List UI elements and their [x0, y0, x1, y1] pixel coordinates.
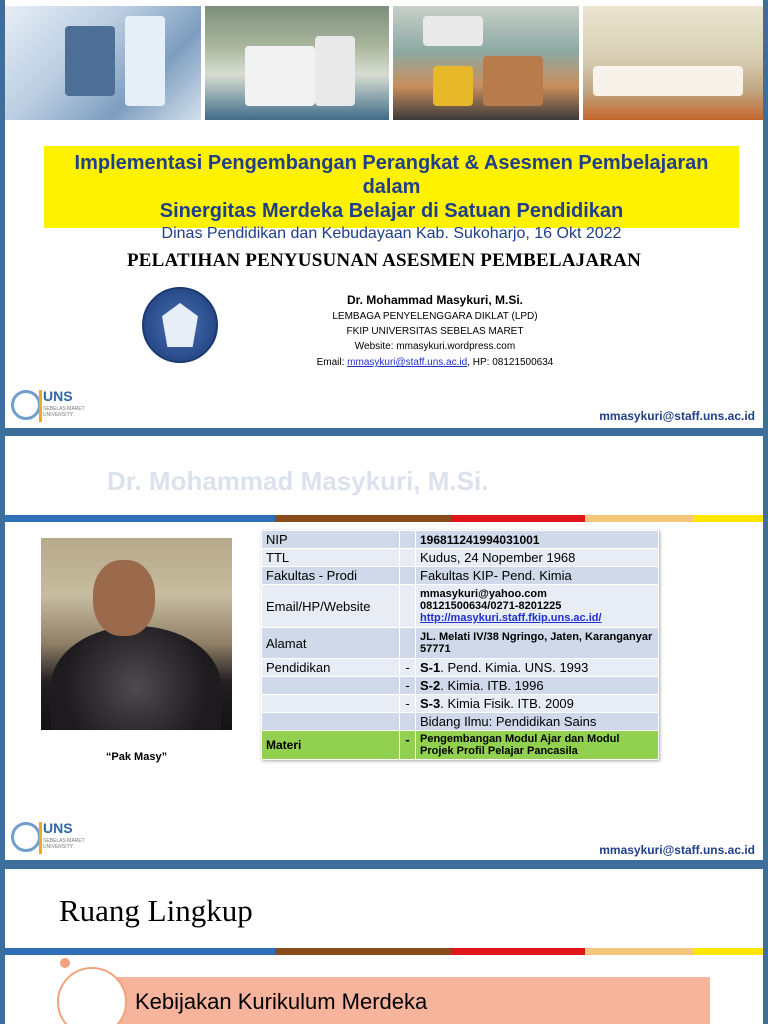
title-slide — [5, 0, 763, 428]
microscope-lab-photo — [5, 6, 201, 120]
dash: - — [400, 695, 416, 713]
title-box — [44, 146, 739, 242]
dash: - — [400, 659, 416, 677]
dash: - — [400, 731, 416, 760]
slide-title: Ruang Lingkup — [59, 893, 253, 928]
uns-logo — [11, 818, 91, 858]
degree-label: S-1 — [420, 660, 441, 675]
degree-detail: . Kimia Fisik. ITB. 2009 — [440, 696, 574, 711]
author-website: Website: mmasykuri.wordpress.com — [354, 341, 516, 352]
email-label: Email: — [316, 357, 348, 368]
portrait-caption: “Pak Masy” — [105, 751, 168, 763]
table-row — [262, 659, 659, 677]
stripe-seg — [5, 948, 275, 955]
row-key: Alamat — [262, 628, 400, 659]
table-row — [262, 677, 659, 695]
table-row — [262, 731, 659, 760]
row-value: 196811241994031001 — [416, 531, 659, 549]
row-key: Pendidikan — [262, 659, 400, 677]
footer-email: mmasykuri@staff.uns.ac.id — [599, 843, 755, 857]
author-org-1: LEMBAGA PENYELENGGARA DIKLAT (LPD) — [332, 311, 538, 322]
table-row — [262, 713, 659, 731]
stripe-seg — [693, 515, 763, 522]
row-value: Kudus, 24 Nopember 1968 — [416, 549, 659, 567]
author-name: Dr. Mohammad Masykuri, M.Si. — [346, 293, 524, 307]
uns-logo-sub: SEBELAS MARET UNIVERSITY — [43, 838, 85, 850]
row-key: TTL — [262, 549, 400, 567]
degree-label: S-2 — [420, 678, 441, 693]
profile-table — [261, 530, 659, 760]
email-yahoo: mmasykuri@yahoo.com — [420, 588, 547, 600]
color-stripe — [5, 515, 763, 522]
uns-logo-text: UNS — [43, 820, 73, 836]
table-row — [262, 585, 659, 628]
stripe-seg — [451, 948, 585, 955]
author-contact — [245, 357, 625, 368]
table-row — [262, 628, 659, 659]
row-key: NIP — [262, 531, 400, 549]
students-lab-photo — [205, 6, 389, 120]
color-stripe — [5, 948, 763, 955]
degree-detail: . Kimia. ITB. 1996 — [440, 678, 544, 693]
table-row — [262, 531, 659, 549]
row-value: Pengembangan Modul Ajar dan Modul Projek Profil Pelajar Pancasila — [416, 731, 659, 760]
row-key: Materi — [262, 731, 400, 760]
row-value: JL. Melati IV/38 Ngringo, Jaten, Karanganyar 57771 — [416, 628, 659, 659]
stripe-seg — [693, 948, 763, 955]
hp-number: , HP: 08121500634 — [467, 357, 554, 368]
row-value — [416, 659, 659, 677]
row-value — [416, 677, 659, 695]
title-line-3: Dinas Pendidikan dan Kebudayaan Kab. Sukoharjo, 16 Okt 2022 — [161, 225, 622, 242]
table-row — [262, 567, 659, 585]
email-link[interactable]: mmasykuri@staff.uns.ac.id — [347, 357, 468, 368]
website-link[interactable]: http://masykuri.staff.fkip.uns.ac.id/ — [420, 612, 602, 624]
stripe-seg — [275, 515, 451, 522]
profile-slide — [5, 436, 763, 860]
stripe-seg — [275, 948, 451, 955]
stripe-seg — [5, 515, 275, 522]
title-line-2: Sinergitas Merdeka Belajar di Satuan Pendidikan — [159, 200, 624, 222]
row-value: Fakultas KIP- Pend. Kimia — [416, 567, 659, 585]
bullet-circle-icon — [57, 967, 127, 1024]
uns-logo-text: UNS — [43, 388, 73, 404]
degree-detail: . Pend. Kimia. UNS. 1993 — [440, 660, 589, 675]
ghost-title: Dr. Mohammad Masykuri, M.Si. — [107, 466, 489, 496]
slide-subtitle: PELATIHAN PENYUSUNAN ASESMEN PEMBELAJARAN — [126, 250, 642, 271]
degree-label: S-3 — [420, 696, 441, 711]
title-line-1: Implementasi Pengembangan Perangkat & Asesmen Pembelajaran dalam — [74, 152, 709, 198]
scope-item-label: Kebijakan Kurikulum Merdeka — [135, 989, 428, 1014]
dash: - — [400, 677, 416, 695]
uns-logo-sub: SEBELAS MARET UNIVERSITY — [43, 406, 85, 418]
author-org-2: FKIP UNIVERSITAS SEBELAS MARET — [346, 326, 524, 337]
bullet-dot-icon — [60, 958, 70, 968]
scope-slide — [5, 869, 763, 1024]
row-key: Fakultas - Prodi — [262, 567, 400, 585]
stripe-seg — [451, 515, 585, 522]
stripe-seg — [585, 948, 693, 955]
uns-logo — [11, 386, 91, 426]
phone-numbers: 08121500634/0271-8201225 — [420, 600, 562, 612]
row-value — [416, 585, 659, 628]
uns-emblem-icon — [11, 822, 41, 852]
empty-lab-photo — [583, 6, 763, 120]
footer-email: mmasykuri@staff.uns.ac.id — [599, 409, 755, 423]
stripe-seg — [585, 515, 693, 522]
row-value — [416, 695, 659, 713]
uns-seal-logo — [142, 287, 218, 363]
scope-item-1 — [115, 977, 710, 1024]
uns-emblem-icon — [11, 390, 41, 420]
table-row — [262, 695, 659, 713]
row-key: Email/HP/Website — [262, 585, 400, 628]
portrait-photo — [41, 538, 232, 730]
lab-storage-photo — [393, 6, 579, 120]
row-value: Bidang Ilmu: Pendidikan Sains — [416, 713, 659, 731]
table-row — [262, 549, 659, 567]
